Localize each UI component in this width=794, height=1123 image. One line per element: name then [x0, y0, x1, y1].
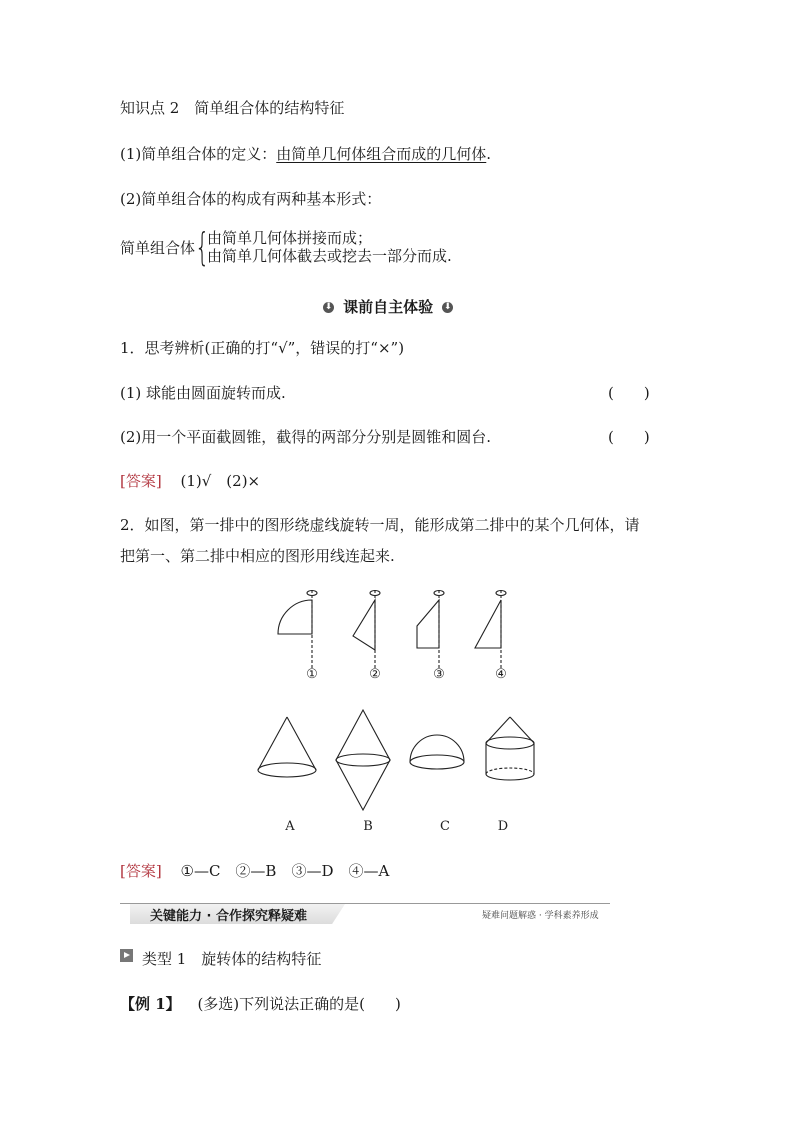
- play-triangle-icon: [120, 949, 133, 962]
- shape-2-triangle: [353, 590, 380, 670]
- definition-underlined: 由简单几何体组合而成的几何体: [276, 145, 487, 163]
- question-1-stem: 1．思考辨析(正确的打“√”，错误的打“×”): [120, 339, 405, 357]
- answer-text: (1)√ (2)×: [180, 472, 261, 490]
- shape-4-right-triangle: [475, 590, 506, 670]
- bottom-label: B: [363, 819, 373, 834]
- top-label: ④: [495, 667, 507, 682]
- answer-text: ①—C ②—B ③—D ④—A: [180, 862, 390, 880]
- down-arrow-icon: ⬇: [324, 302, 333, 312]
- combo-label: 简单组合体: [120, 239, 196, 257]
- answer-paren-2: ( ): [608, 428, 650, 446]
- question-2-stem-line-2: 把第一、第二排中相应的图形用线连起来.: [120, 547, 395, 565]
- example-label: 【例 1】: [120, 995, 181, 1013]
- bottom-label: A: [285, 819, 295, 834]
- bottom-label: D: [497, 819, 509, 834]
- question-1-item-2: (2)用一个平面截圆锥，截得的两部分分别是圆锥和圆台.: [120, 428, 492, 446]
- bottom-label: C: [440, 819, 450, 834]
- section-title-row: [323, 296, 453, 317]
- example-1: [120, 993, 401, 1014]
- rotation-figure: [240, 580, 560, 840]
- shape-1-quarter-disk: [278, 590, 317, 670]
- banner-title: 关键能力 · 合作探究释疑难: [150, 909, 307, 924]
- banner-line: [120, 903, 610, 904]
- question-2-stem-line-1: 2．如图，第一排中的图形绕虚线旋转一周，能形成第二排中的某个几何体，请: [120, 516, 640, 534]
- type-1-label: 类型 1 旋转体的结构特征: [142, 950, 322, 968]
- top-label: ③: [433, 667, 445, 682]
- knowledge-point-heading: 知识点 2 简单组合体的结构特征: [120, 99, 345, 117]
- top-label: ②: [369, 667, 381, 682]
- solid-c-hemisphere: [410, 735, 464, 769]
- form-2: 由简单几何体截去或挖去一部分而成.: [207, 247, 452, 265]
- question-1-item-1: (1) 球能由圆面旋转而成.: [120, 384, 286, 402]
- answer-paren-1: ( ): [608, 384, 650, 402]
- answer-label: [答案]: [120, 472, 162, 490]
- example-text: (多选)下列说法正确的是( ): [197, 995, 401, 1013]
- solid-b-double-cone: [336, 710, 390, 810]
- curly-brace: {: [195, 225, 210, 269]
- section-title: 课前自主体验: [343, 298, 434, 316]
- solid-d-cone-on-cylinder: [486, 717, 534, 780]
- solid-a-cone: [258, 717, 316, 777]
- question-2-answer: [120, 860, 389, 881]
- top-label: ①: [306, 667, 318, 682]
- answer-label: [答案]: [120, 862, 162, 880]
- definition-line: [120, 143, 491, 164]
- question-1-answer: [120, 470, 260, 491]
- shape-3-pentagon: [417, 590, 444, 670]
- definition-suffix: .: [486, 145, 492, 163]
- definition-prefix: (1)简单组合体的定义：: [120, 145, 277, 163]
- forms-intro: (2)简单组合体的构成有两种基本形式：: [120, 190, 382, 208]
- form-1: 由简单几何体拼接而成；: [207, 229, 373, 247]
- banner-subtitle: 疑难问题解惑 · 学科素养形成: [482, 911, 599, 921]
- down-arrow-icon: ⬇: [443, 302, 452, 312]
